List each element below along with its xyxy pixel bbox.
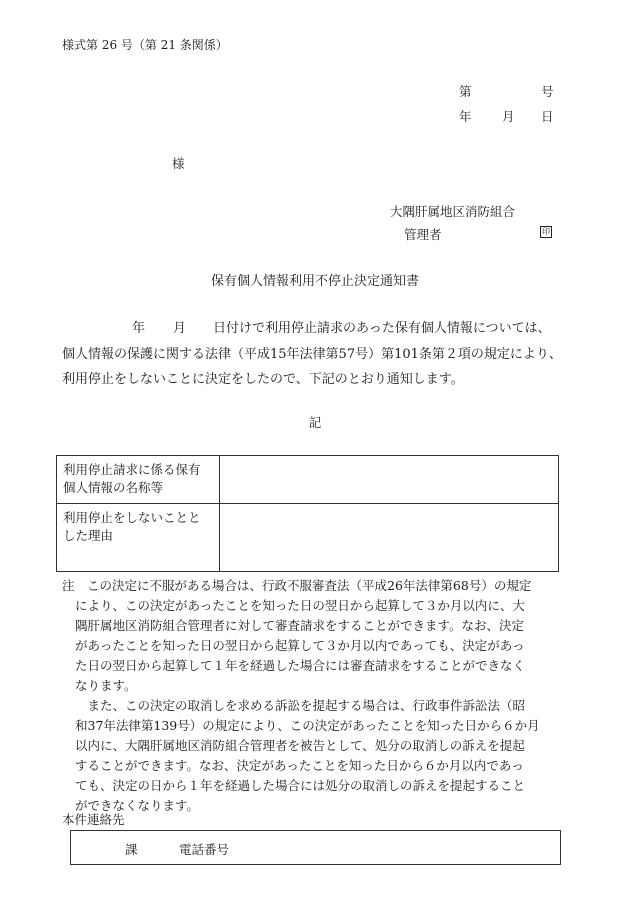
reason-label (57, 504, 220, 572)
body-year-label: 年 (132, 321, 146, 336)
note-line: 隅肝属地区消防組合管理者に対して審査請求をすることができます。なお、決定 (75, 618, 525, 633)
contact-section-label: 課 (125, 842, 138, 857)
body-line-1-text: 日付けで利用停止請求のあった保有個人情報については、 (213, 321, 551, 336)
document-number-prefix: 第 (459, 84, 472, 99)
note-line: 和37年法律第139号）の規定により、この決定があったことを知った日から６か月 (75, 718, 540, 733)
info-name-label (57, 456, 220, 504)
note-line: た日の翌日から起算して１年を経過した場合には審査請求をすることができなく (75, 658, 526, 673)
contact-phone-label: 電話番号 (179, 842, 230, 857)
addressee-honorific: 様 (172, 156, 185, 171)
note-line: なります。 (75, 678, 137, 693)
body-month-label: 月 (173, 321, 187, 336)
body-line-3: 利用停止をしないことに決定をしたので、下記のとおり通知します。 (62, 372, 464, 387)
date-year-label: 年 (459, 109, 472, 124)
note-line: 以内に、大隅肝属地区消防組合管理者を被告として、処分の取消しの訴えを提起 (75, 738, 525, 753)
note-line: ができなくなります。 (75, 798, 200, 813)
note-line: により、この決定があったことを知った日の翌日から起算して３か月以内に、大 (75, 598, 525, 613)
date-month-label: 月 (502, 109, 515, 124)
date-day-label: 日 (541, 109, 554, 124)
details-table (56, 455, 559, 572)
ki-heading: 記 (308, 415, 322, 430)
info-name-label-line2: 個人情報の名称等 (63, 480, 164, 495)
info-name-value (220, 456, 559, 504)
contact-box (70, 830, 561, 865)
note-line: することができます。なお、決定があったことを知った日から６か月以内であっ (75, 758, 524, 773)
table-row (57, 456, 559, 504)
info-name-label-line1: 利用停止請求に係る保有 (63, 462, 201, 477)
note-line: ても、決定の日から１年を経過した場合には処分の取消しの訴えを提起すること (75, 778, 526, 793)
reason-value (220, 504, 559, 572)
form-number: 様式第 26 号（第 21 条関係） (62, 38, 228, 52)
issuer-organization: 大隅肝属地区消防組合 (390, 204, 516, 219)
document-number-suffix: 号 (541, 84, 554, 99)
note-line: また、この決定の取消しを求める訴訟を提起する場合は、行政事件訴訟法（昭 (75, 698, 526, 713)
document-title: 保有個人情報利用不停止決定通知書 (210, 274, 419, 289)
note-line: 注 この決定に不服がある場合は、行政不服審査法（平成26年法律第68号）の規定 (62, 578, 532, 593)
body-line-2: 個人情報の保護に関する法律（平成15年法律第57号）第101条第２項の規定により、 (62, 347, 562, 362)
table-row (57, 504, 559, 572)
issuer-administrator: 管理者 (404, 227, 442, 242)
seal-mark: 印 (542, 227, 550, 236)
reason-label-line2: した理由 (63, 528, 114, 543)
reason-label-line1: 利用停止をしないことと (63, 510, 201, 525)
contact-label: 本件連絡先 (62, 812, 125, 827)
note-line: があったことを知った日の翌日から起算して３か月以内であっても、決定があっ (75, 638, 525, 653)
